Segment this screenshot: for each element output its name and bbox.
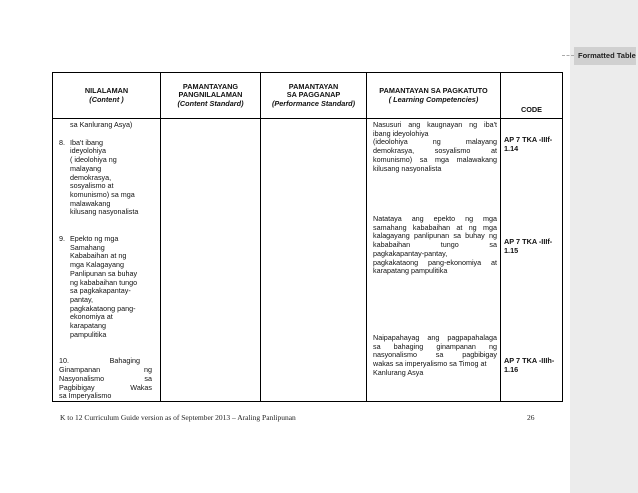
content-first-line: sa Kanlurang Asya) [70,120,133,129]
competency-word: sa [435,350,444,360]
competency-word: panlipunan [413,231,450,241]
competency-line: ibang ideyolohiya [373,128,429,138]
content-standard-cell [161,119,261,402]
competency-word: komunismo) [373,154,413,164]
competency-word: ng [488,231,497,241]
content-item-8-line: malayang [70,163,102,173]
competency-word: demokrasya, [373,146,415,156]
content-item-9-line: Kababaihan at ng [70,251,127,261]
content-item-8-line: ideyolohiya [70,146,106,156]
content-item-8-line: demokrasya, [70,172,112,182]
formatting-comment[interactable]: Formatted Table [574,47,636,65]
competency-word: ang [411,214,424,223]
page-footer: K to 12 Curriculum Guide version as of September 2013 – Araling Panlipunan [60,413,296,422]
comment-connector [562,55,574,56]
competency-word: nasyonalismo [373,350,417,360]
header-content-title: NILALAMAN [84,85,129,95]
content-item-9-line: Panlipunan sa buhay [70,268,138,278]
performance-standard-cell [261,119,367,402]
code-2 [501,238,552,255]
page-number: 26 [527,413,535,422]
content-item-9-line: pagkakataong pang- [70,303,136,313]
competency-word: kaugnayan [427,120,463,129]
competency-word: sa [419,154,428,164]
comments-pane [570,0,638,493]
competency-line: Kanlurang Asya [373,367,424,377]
competency-word: pagpapahalaga [447,333,497,342]
curriculum-table [52,72,563,402]
content-item-10-last-line: sa Imperyalismo [59,391,112,401]
code-1-number: 1.14 [504,143,519,153]
content-item-10-word: ng [144,365,152,375]
competency-line: karapatang pampulitika [373,266,448,276]
code-cell [501,119,563,402]
competency-word: (ideolohiya [373,137,408,147]
competency-word: Natataya [373,214,402,223]
header-competencies-title: PAMANTAYAN SA PAGKATUTO [379,85,488,95]
table-row [53,119,563,402]
competency-word: at [491,146,497,156]
competency-word: buhay [465,231,485,241]
content-item-9-line: pantay, [70,294,94,304]
competency-word: pagbibigay [462,350,497,360]
competency-word: ng [469,120,478,129]
competency-3 [367,332,500,378]
header-competencies-sub: ( Learning Competencies) [388,94,479,104]
competency-word: samahang [373,222,407,232]
content-item-10-word: Nasyonalismo [59,373,105,383]
content-item-9-number: 9. [59,234,65,244]
content-item-8-line: Iba't ibang [70,137,103,147]
header-code-label: CODE [520,105,543,115]
competency-1 [367,119,500,173]
competency-word: mga [483,222,497,232]
competency-word: kalagayang [373,231,410,241]
header-content-standard [161,73,261,119]
header-code [501,73,563,119]
content-item-8-line: sosyalismo at [70,181,114,191]
competency-word: pagkakataong [373,257,419,267]
header-performance-line1: PAMANTAYAN [288,81,339,91]
header-content [53,73,161,119]
competency-word: kababaihan [373,240,411,250]
content-item-8-line: komunismo) sa mga [70,189,135,199]
competency-word: mga [435,154,449,164]
content-cell [53,119,161,402]
competency-word: epekto [433,214,456,223]
content-item-10-word: sa [144,373,152,383]
content-item-9-line: Epekto ng mga [70,234,119,244]
code-3-number: 1.16 [504,364,519,374]
content-item-10-word: Wakas [130,382,152,392]
header-content-standard-sub: (Content Standard) [177,98,244,108]
competency-word: ang [408,120,421,129]
content-item-8-number: 8. [59,137,65,147]
content-item-9-line: pampulitika [70,329,107,339]
competency-word: mga [483,214,497,223]
header-content-sub: (Content ) [89,94,124,104]
competency-line: pagkakapantay-pantay, [373,248,448,258]
content-item-8-line: malawakang [70,198,111,208]
competency-word: sa [373,341,381,351]
competency-word: kababaihan [412,222,451,232]
content-item-8-line: kilusang nasyonalista [70,207,139,217]
content-item-9-line: karapatang [70,321,106,331]
competencies-cell [367,119,501,402]
content-item-9-line: mga Kalagayang [70,260,124,270]
header-content-standard-line1: PAMANTAYANG [182,81,239,91]
competency-word: at [490,257,497,267]
competency-word: ginampanan [436,341,476,351]
code-3 [501,357,554,374]
content-item-10 [59,357,156,401]
competency-word: iba't [483,120,497,129]
content-item-10-word: Pagbibigay [59,382,95,392]
content-item-9-line: ng kababaihan tungo [70,277,138,287]
content-item-10-number: 10. [59,356,69,366]
header-content-standard-line2: PANGNILALAMAN [178,90,243,100]
competency-word: tungo [440,240,459,250]
content-item-10-word: Bahaging [109,356,140,366]
competency-word: sa [453,231,461,241]
code-2-text: AP 7 TKA -IIIf- [504,237,553,246]
content-item-8-line: ( ideolohiya ng [70,155,117,165]
content-item-9-line: sa pagkakapantay- [70,286,131,296]
competency-line: wakas sa imperyalismo sa Timog at [373,359,487,369]
header-performance-line2: SA PAGGANAP [286,90,341,100]
content-item-10-word: Ginampanan [59,365,101,375]
code-3-text: AP 7 TKA -IIIh- [504,356,555,365]
header-performance-sub: (Performance Standard) [271,98,356,108]
competency-word: sosyalismo [434,146,471,156]
competency-line: kilusang nasyonalista [373,163,442,173]
code-2-number: 1.15 [504,245,519,255]
content-item-9-line: Samahang [70,242,105,252]
content-item-9-line: ekonomiya at [70,312,113,322]
competency-word: Naipapahayag [373,333,420,342]
competency-word: Nasusuri [373,120,402,129]
competency-word: pang-ekonomiya [428,257,482,267]
code-1-text: AP 7 TKA -IIIf- [504,135,553,144]
competency-2 [367,213,500,276]
competency-word: ng [468,222,477,232]
code-1 [501,136,552,153]
header-learning-competencies [367,73,501,119]
content-item-8 [59,139,156,217]
competency-word: malayang [465,137,497,147]
competency-word: ang [427,333,440,342]
competency-word: ng [432,137,441,147]
header-performance-standard [261,73,367,119]
table-header-row [53,73,563,119]
competency-word: bahaging [393,341,424,351]
competency-word: ng [489,341,497,351]
competency-word: at [456,222,463,232]
competency-word: sa [489,240,497,250]
competency-word: ng [465,214,474,223]
content-item-9 [59,235,156,339]
competency-word: malawakang [456,154,497,164]
